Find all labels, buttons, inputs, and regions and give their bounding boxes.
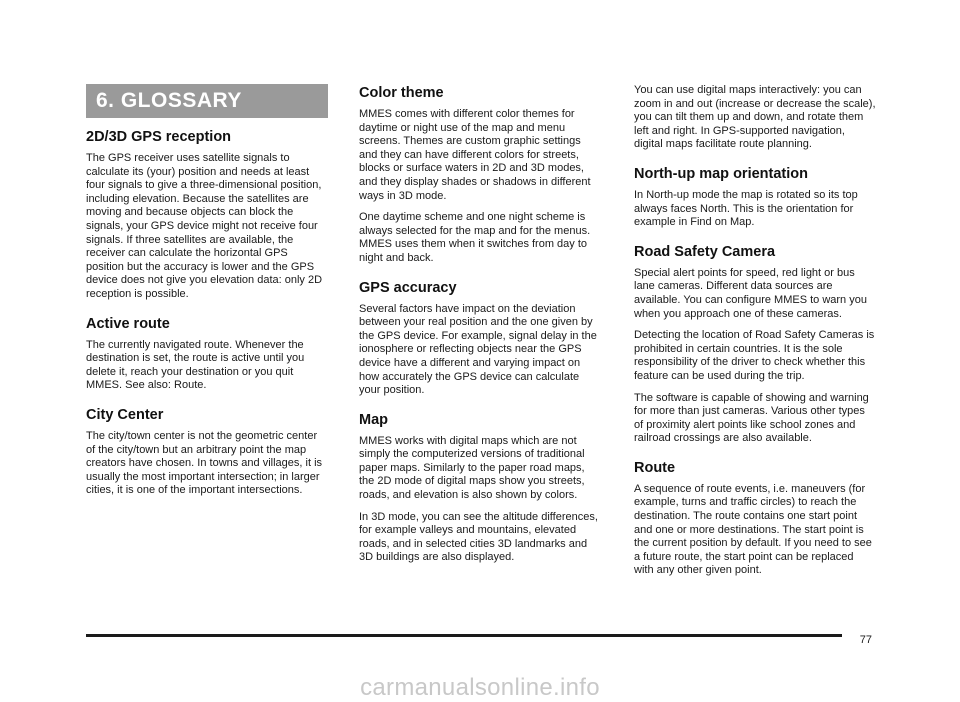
entry-heading: Route bbox=[634, 459, 676, 476]
glossary-entry-2d3d-gps-reception bbox=[86, 128, 328, 302]
entry-paragraph: The city/town center is not the geometric center of the city/town but an arbitrary point the map creators have chosen. In towns and villages, it is usually the most important intersection; in larger cities, it is one of the important intersections. bbox=[86, 429, 323, 497]
entry-paragraph: The software is capable of showing and warning for more than just cameras. Various other types of proximity alert points like school zones and railroad crossings are also available. bbox=[634, 391, 869, 445]
glossary-entry-north-up-map-orientation bbox=[634, 165, 876, 230]
entry-paragraph: Special alert points for speed, red light or bus lane cameras. Different data sources are available. You can configure MMES to warn you when you approach one of these cameras. bbox=[634, 266, 867, 320]
glossary-entry-gps-accuracy bbox=[359, 279, 601, 398]
footer-rule bbox=[86, 634, 842, 637]
entry-paragraph: The GPS receiver uses satellite signals to calculate its (your) position and needs at least four signals to give a three-dimensional position, including elevation. Because the satellites are moving and because objects can block the signals, your GPS device might not receive four signals. If three satellites are available, the receiver can calculate the horizontal GPS position but the accuracy is lower and the GPS device does not give you elevation data: only 2D reception is possible. bbox=[86, 152, 323, 300]
entry-paragraph: Several factors have impact on the deviation between your real position and the one given by the GPS device. For example, signal delay in the ionosphere or reflecting objects near the GPS device have a different and varying impact on how accurately the GPS device can calculate your position. bbox=[359, 302, 597, 397]
watermark: carmanualsonline.info bbox=[360, 674, 600, 701]
entry-heading: North-up map orientation bbox=[634, 165, 808, 182]
glossary-entry-map-continued bbox=[634, 84, 876, 152]
entry-heading: Active route bbox=[86, 315, 170, 332]
column-1 bbox=[86, 84, 328, 506]
column-3 bbox=[634, 84, 876, 586]
glossary-entry-city-center bbox=[86, 406, 328, 498]
entry-paragraph: The currently navigated route. Whenever the destination is set, the route is active until you delete it, reach your destination or you quit MMES. See also: Route. bbox=[86, 338, 305, 392]
entry-paragraph: In North-up mode the map is rotated so its top always faces North. This is the orientation for example in Find on Map. bbox=[634, 188, 858, 229]
entry-heading: Color theme bbox=[359, 85, 444, 101]
entry-paragraph: Detecting the location of Road Safety Cameras is prohibited in certain countries. It is the sole responsibility of the driver to check whether this feature can be used during the trip. bbox=[634, 329, 875, 382]
glossary-entry-road-safety-camera bbox=[634, 243, 876, 446]
entry-paragraph: You can use digital maps interactively: you can zoom in and out (increase or decrease the scale), you can tilt them up and down, and rotate them left and right. In GPS-supported navigation, digital maps facilitate route planning. bbox=[634, 84, 876, 151]
entry-heading: City Center bbox=[86, 406, 164, 423]
glossary-entry-route bbox=[634, 459, 876, 578]
entry-heading: Road Safety Camera bbox=[634, 243, 776, 260]
entry-paragraph: MMES works with digital maps which are not simply the computerized versions of traditional paper maps. Similarly to the paper road maps, the 2D mode of digital maps show you streets, roads, and elevation is also shown by colors. bbox=[359, 434, 585, 502]
entry-heading: GPS accuracy bbox=[359, 279, 457, 296]
glossary-entry-color-theme bbox=[359, 84, 601, 266]
chapter-title-banner: 6. GLOSSARY bbox=[86, 84, 328, 118]
entry-heading: Map bbox=[359, 411, 388, 428]
glossary-entry-active-route bbox=[86, 315, 328, 393]
entry-heading: 2D/3D GPS reception bbox=[86, 129, 232, 145]
entry-paragraph: In 3D mode, you can see the altitude differences, for example valleys and mountains, elevated roads, and in selected cities 3D landmarks and 3D buildings are also displayed. bbox=[359, 510, 598, 564]
entry-paragraph: A sequence of route events, i.e. maneuvers (for example, turns and traffic circles) to reach the destination. The route contains one start point and one or more destinations. The start point is the current position by default. If you need to see a future route, the start point can be replaced with any other given point. bbox=[634, 482, 872, 577]
entry-paragraph: MMES comes with different color themes for daytime or night use of the map and menu screens. Themes are custom graphic settings and they can have different colors for streets, blocks or surface waters in 2D and 3D modes, and they display shades or shadows in different ways in 3D mode. bbox=[359, 108, 591, 202]
page-number: 77 bbox=[859, 634, 872, 646]
entry-paragraph: One daytime scheme and one night scheme is always selected for the map and for the menus. MMES uses them when it switches from day to night and back. bbox=[359, 211, 591, 264]
glossary-entry-map bbox=[359, 411, 601, 565]
column-2 bbox=[359, 84, 601, 573]
